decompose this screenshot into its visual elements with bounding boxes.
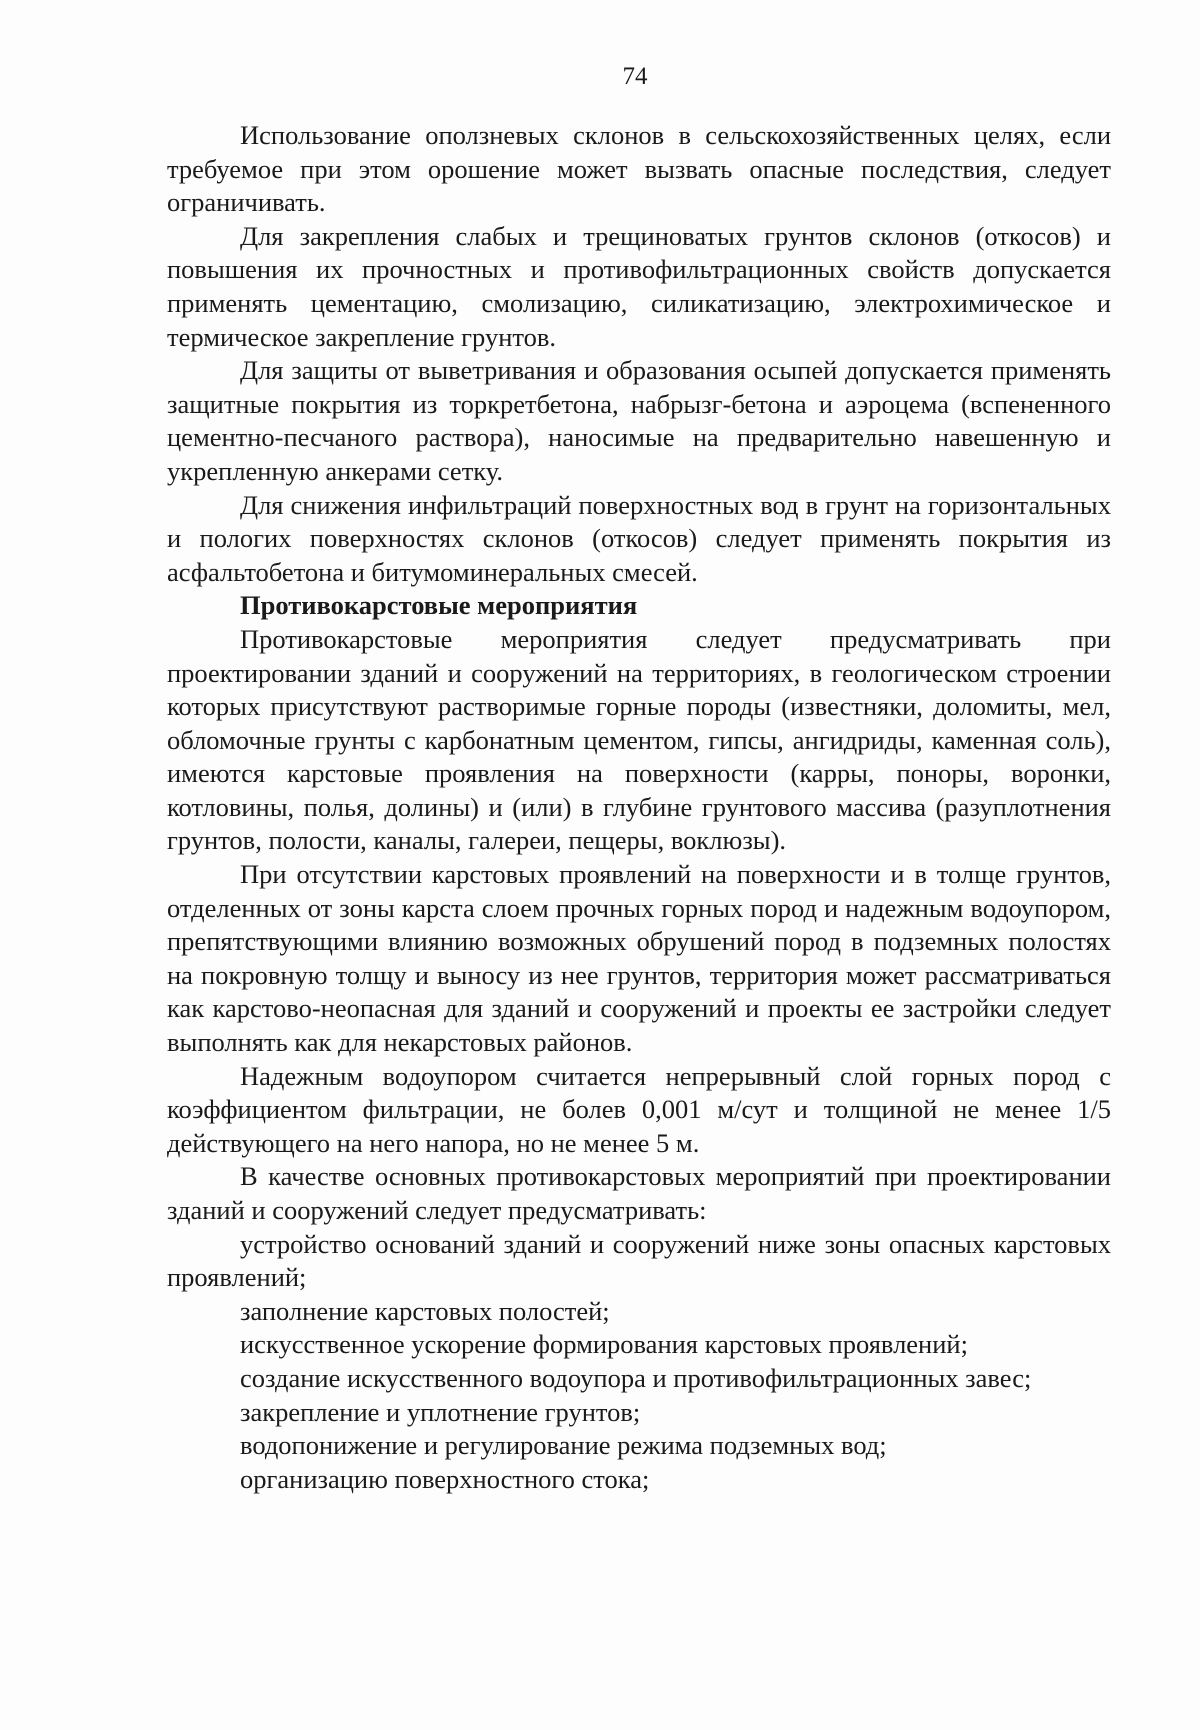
paragraph: Для закрепления слабых и трещиноватых грунтов склонов (откосов) и повышения их прочностных и противофильтрационных свойств допускается применять цементацию, смолизацию, силикатизацию, электрохимическое и термическое закрепление грунтов. [167, 220, 1111, 352]
paragraph: Надежным водоупором считается непрерывный слой горных пород с коэффициентом фильтрации, не болев 0,001 м/сут и толщиной не менее 1/5 действующего на него напора, но не менее 5 м. [167, 1060, 1111, 1158]
paragraph: При отсутствии карстовых проявлений на поверхности и в толще грунтов, отделенных от зоны карста слоем прочных горных пород и надежным водоупором, препятствующими влиянию возможных обрушений пород в подземных полостях на покровную толщу и выносу из нее грунтов, территория может рассматриваться как карстово-неопасная для зданий и сооружений и проекты ее застройки следует выполнять как для некарстовых районов. [167, 859, 1111, 1058]
paragraph: В качестве основных противокарстовых мероприятий при проектировании зданий и сооружений следует предусматривать: [167, 1161, 1111, 1225]
page-number: 74 [622, 63, 648, 90]
measures-list [167, 1228, 1111, 1497]
paragraph: Противокарстовые мероприятия следует предусматривать при проектировании зданий и сооружений на территориях, в геологическом строении которых присутствуют растворимые горные породы (известняки, доломиты, мел, обломочные грунты с карбонатным цементом, гипсы, ангидриды, каменная соль), имеются карстовые проявления на поверхности (карры, поноры, воронки, котловины, полья, долины) и (или) в глубине грунтового массива (разуплотнения грунтов, полости, каналы, галереи, пещеры, воклюзы). [167, 623, 1111, 856]
list-item: создание искусственного водоупора и противофильтрационных завес; [240, 1362, 1032, 1393]
paragraph: Использование оползневых склонов в сельскохозяйственных целях, если требуемое при этом орошение может вызвать опасные последствия, следует ограничивать. [167, 120, 1111, 218]
document-body [167, 119, 1111, 1496]
list-item: закрепление и уплотнение грунтов; [240, 1396, 641, 1427]
list-item: заполнение карстовых полостей; [240, 1295, 610, 1326]
paragraph: Для защиты от выветривания и образования осыпей допускается применять защитные покрытия из торкретбетона, набрызг-бетона и аэроцема (вспененного цементно-песчаного раствора), наносимые на предварительно навешенную и укрепленную анкерами сетку. [167, 355, 1111, 486]
paragraph: Для снижения инфильтраций поверхностных вод в грунт на горизонтальных и пологих поверхностях склонов (откосов) следует применять покрытия из асфальтобетона и битумоминеральных смесей. [167, 489, 1111, 587]
list-item: водопонижение и регулирование режима подземных вод; [240, 1430, 887, 1461]
section-heading: Противокарстовые мероприятия [240, 590, 638, 621]
list-item: организацию поверхностного стока; [240, 1463, 650, 1494]
list-item: искусственное ускорение формирования карстовых проявлений; [240, 1329, 968, 1360]
list-item: устройство оснований зданий и сооружений ниже зоны опасных карстовых проявлений; [167, 1228, 1111, 1293]
